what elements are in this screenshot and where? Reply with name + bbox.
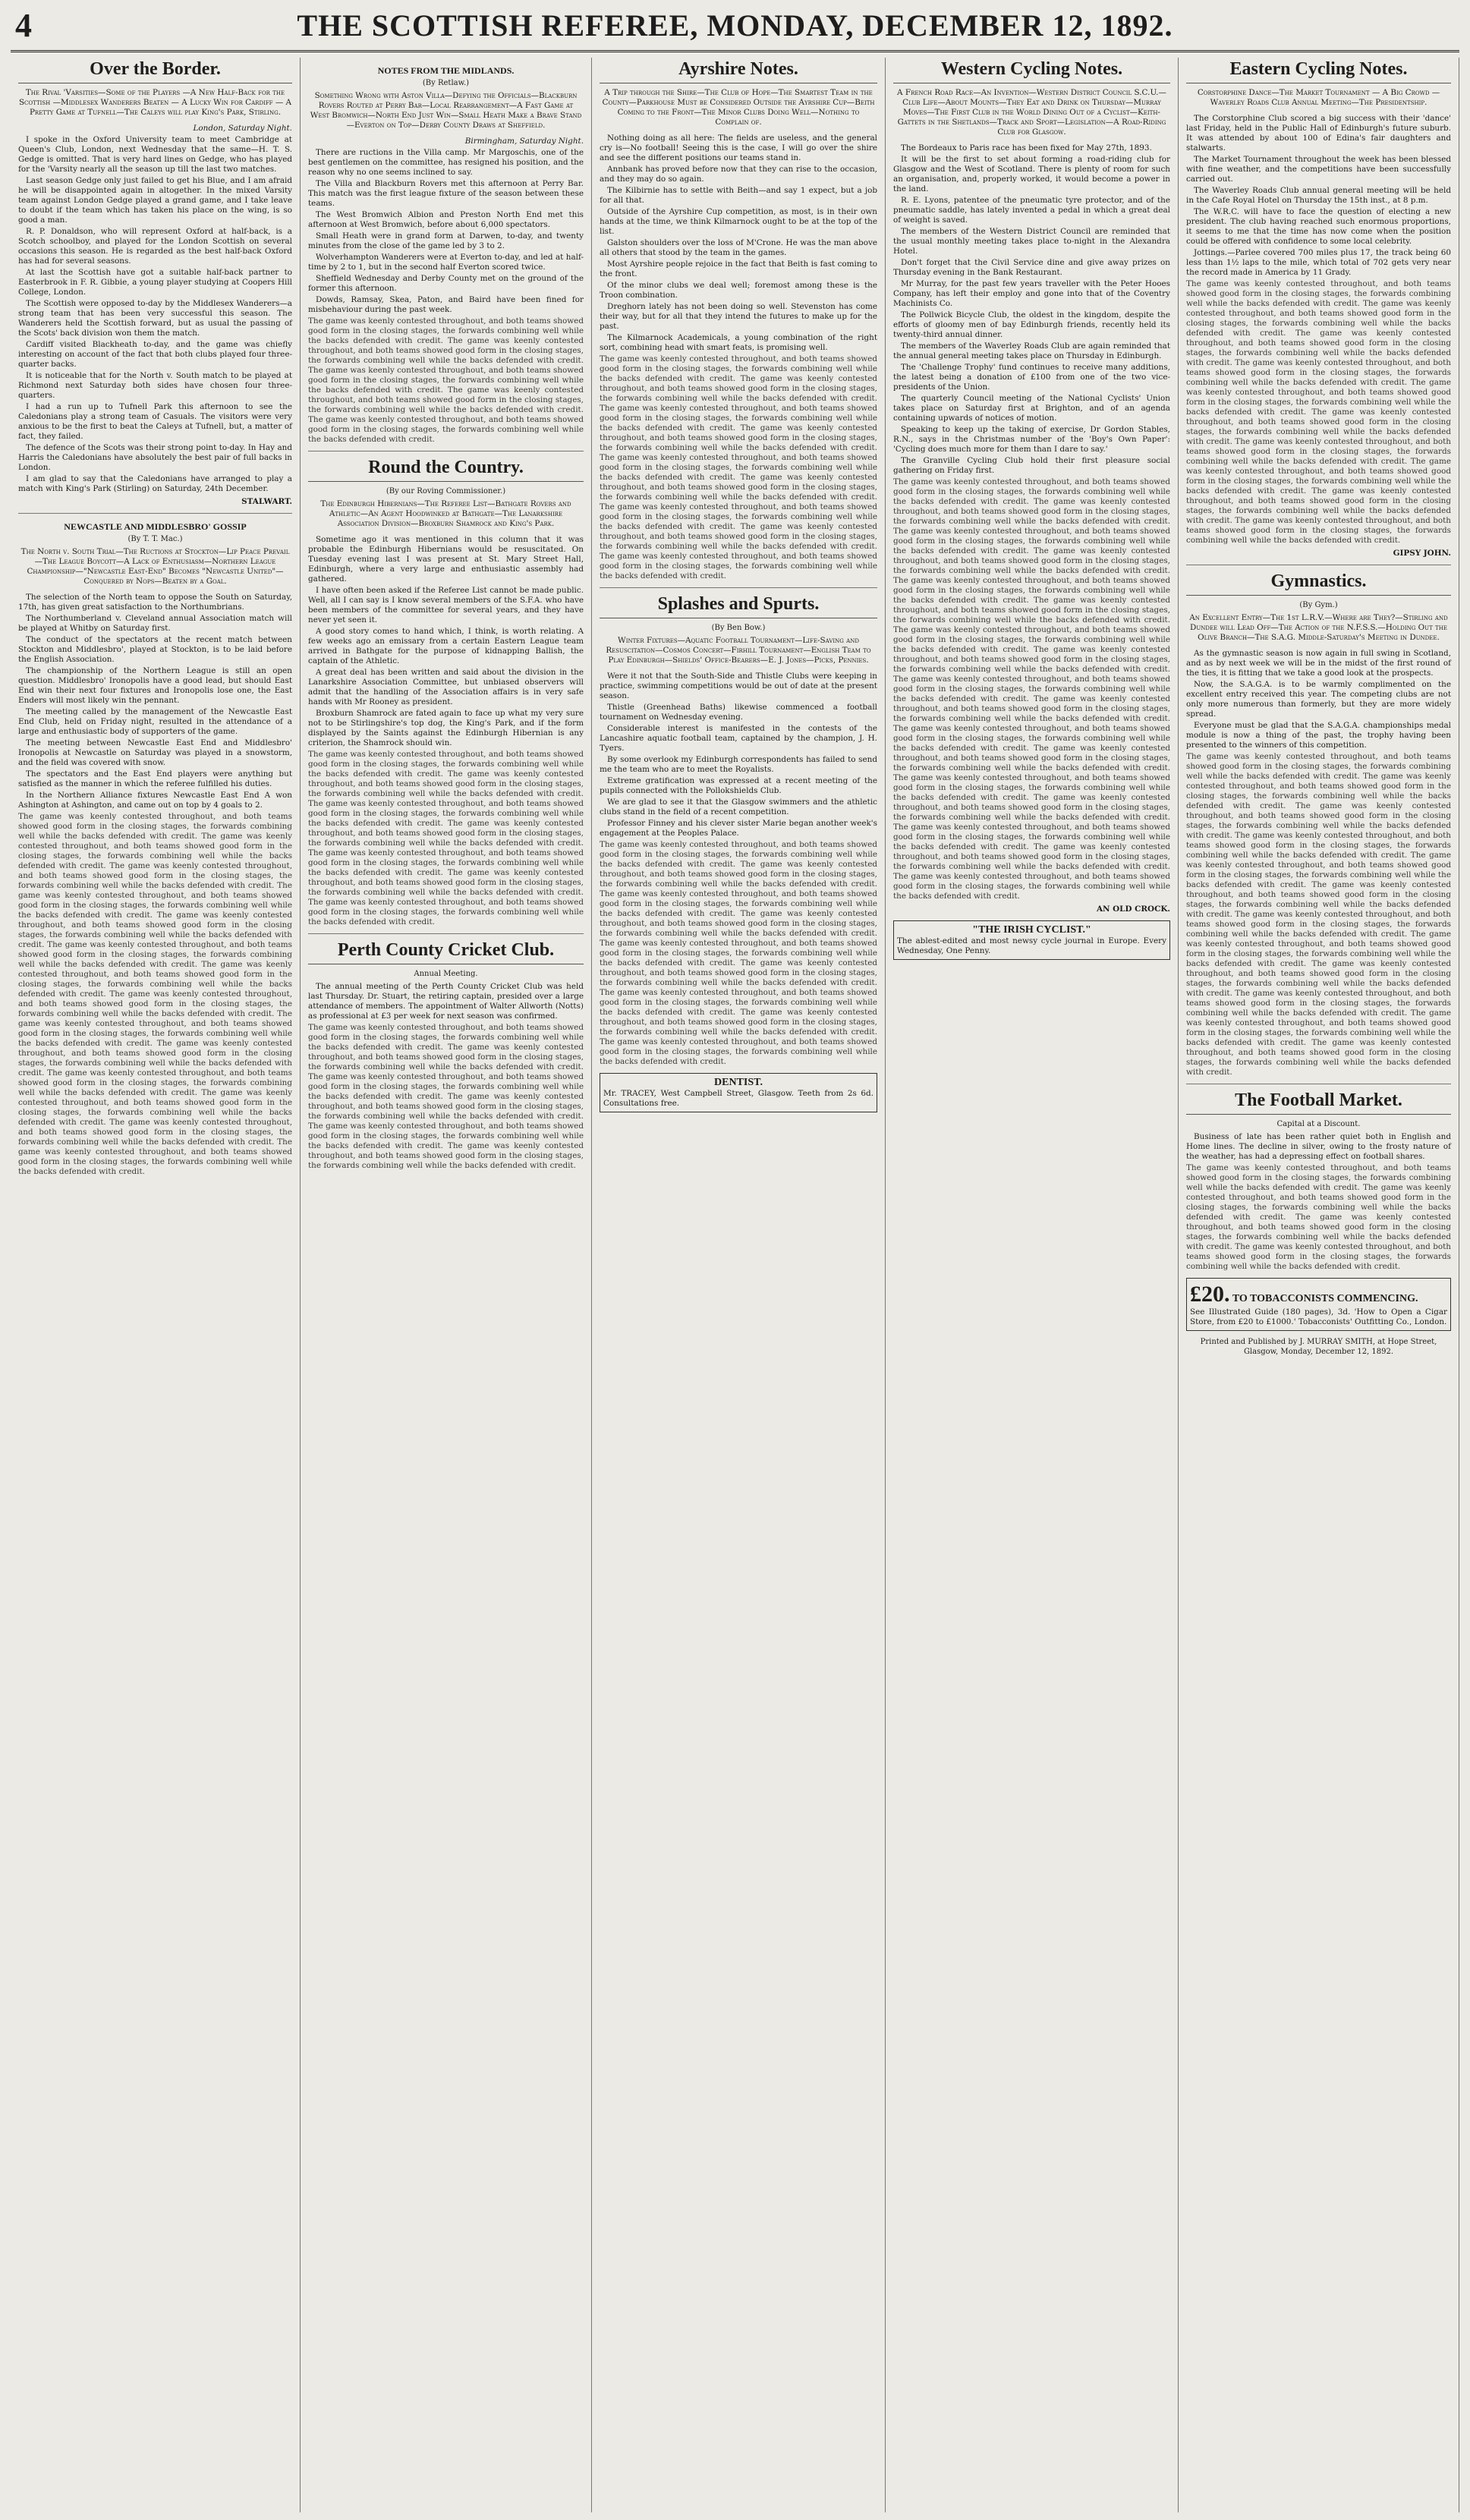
ad-heading: "THE IRISH CYCLIST." <box>972 924 1091 936</box>
paragraph: The Kilmarnock Academicals, a young combination of the right sort, combining head with smart feats, is promising well. <box>600 333 877 352</box>
column-western-cycling <box>886 58 1179 2512</box>
signature: STALWART. <box>241 497 292 506</box>
body-text: The game was keenly contested throughout, and both teams showed good form in the closing stages, the forwards combining well while the backs defended with credit. The game was keenly contested throughout, and both teams showed good form in the closing stages, the forwards combining well while the backs defended with credit. The game was keenly contested throughout, and both teams showed good form in the closing stages, the forwards combining well while the backs defended with credit. The game was keenly contested throughout, and both teams showed good form in the closing stages, the forwards combining well while the backs defended with credit. The game was keenly contested throughout, and both teams showed good form in the closing stages, the forwards combining well while the backs defended with credit. The game was keenly contested throughout, and both teams showed good form in the closing stages, the forwards combining well while the backs defended with credit. The game was keenly contested throughout, and both teams showed good form in the closing stages, the forwards combining well while the backs defended with credit. <box>308 750 584 927</box>
paragraph: The members of the Western District Council are reminded that the usual monthly meeting takes place to-night in the Alexandra Hotel. <box>893 227 1170 256</box>
dateline: London, Saturday Night. <box>193 124 292 133</box>
paragraph: Annbank has proved before now that they can rise to the occasion, and they may do so again. <box>600 165 877 184</box>
paragraph: The 'Challenge Trophy' fund continues to receive many additions, the latest being a donation of £100 from one of the two vice-presidents of the Union. <box>893 363 1170 392</box>
byline: (By our Roving Commissioner.) <box>386 487 506 496</box>
paragraph: Speaking to keep up the taking of exercise, Dr Gordon Stables, R.N., says in the Christmas number of the 'Boy's Own Paper': 'Cycling does much more for them than I dare to say.' <box>893 425 1170 454</box>
body-text: The game was keenly contested throughout, and both teams showed good form in the closing stages, the forwards combining well while the backs defended with credit. The game was keenly contested throughout, and both teams showed good form in the closing stages, the forwards combining well while the backs defended with credit. The game was keenly contested throughout, and both teams showed good form in the closing stages, the forwards combining well while the backs defended with credit. The game was keenly contested throughout, and both teams showed good form in the closing stages, the forwards combining well while the backs defended with credit. The game was keenly contested throughout, and both teams showed good form in the closing stages, the forwards combining well while the backs defended with credit. The game was keenly contested throughout, and both teams showed good form in the closing stages, the forwards combining well while the backs defended with credit. The game was keenly contested throughout, and both teams showed good form in the closing stages, the forwards combining well while the backs defended with credit. The game was keenly contested throughout, and both teams showed good form in the closing stages, the forwards combining well while the backs defended with credit. The game was keenly contested throughout, and both teams showed good form in the closing stages, the forwards combining well while the backs defended with credit. The game was keenly contested throughout, and both teams showed good form in the closing stages, the forwards combining well while the backs defended with credit. The game was keenly contested throughout, and both teams showed good form in the closing stages, the forwards combining well while the backs defended with credit. The game was keenly contested throughout, and both teams showed good form in the closing stages, the forwards combining well while the backs defended with credit. The game was keenly contested throughout, and both teams showed good form in the closing stages, the forwards combining well while the backs defended with credit. The game was keenly contested throughout, and both teams showed good form in the closing stages, the forwards combining well while the backs defended with credit. The game was keenly contested throughout, and both teams showed good form in the closing stages, the forwards combining well while the backs defended with credit. The game was keenly contested throughout, and both teams showed good form in the closing stages, the forwards combining well while the backs defended with credit. The game was keenly contested throughout, and both teams showed good form in the closing stages, the forwards combining well while the backs defended with credit. <box>893 477 1170 901</box>
irish-cyclist-advertisement <box>893 920 1170 960</box>
paragraph: It is noticeable that for the North v. South match to be played at Richmond next Saturday both sides have chosen four three-quarters. <box>18 371 292 400</box>
paragraph: Thistle (Greenhead Baths) likewise commenced a football tournament on Wednesday evening. <box>600 703 877 722</box>
paragraph: The meeting called by the management of the Newcastle East End Club, held on Friday night, resulted in the attendance of a large and enthusiastic body of supporters of the game. <box>18 707 292 736</box>
paragraph: There are ructions in the Villa camp. Mr Margoschis, one of the best gentlemen on the committee, has resigned his position, and the reason why no one seems inclined to say. <box>308 148 584 177</box>
printer-imprint: Printed and Published by J. MURRAY SMITH, at Hope Street, Glasgow, Monday, December 12, 1892. <box>1200 1338 1437 1356</box>
page-number: 4 <box>15 7 32 44</box>
article-heading: Ayrshire Notes. <box>600 59 877 83</box>
paragraph: The defence of the Scots was their strong point to-day. In Hay and Harris the Caledonians have absolutely the best pair of full backs in London. <box>18 443 292 472</box>
paragraph: The meeting between Newcastle East End and Middlesbro' Ironopolis at Newcastle on Saturday was played in a snowstorm, and the field was covered with snow. <box>18 738 292 767</box>
paragraph: The Waverley Roads Club annual general meeting will be held in the Cafe Royal Hotel on Thursday the 15th inst., at 8 p.m. <box>1186 186 1451 205</box>
paragraph: Broxburn Shamrock are fated again to face up what my very sure not to be Stirlingshire's top dog, the King's Park, and if the form displayed by the Saints against the Edinburgh Hibernian is any criterion, the Shamrock should win. <box>308 709 584 747</box>
paragraph: Wolverhampton Wanderers were at Everton to-day, and led at half-time by 2 to 1, but in the second half Everton scored twice. <box>308 253 584 272</box>
paragraph: Galston shoulders over the loss of M'Crone. He was the man above all others that stood by the team in the games. <box>600 238 877 257</box>
article-heading: Gymnastics. <box>1186 571 1451 596</box>
newspaper-title: THE SCOTTISH REFEREE, MONDAY, DECEMBER 12, 1892. <box>297 8 1173 42</box>
body-text: The game was keenly contested throughout, and both teams showed good form in the closing stages, the forwards combining well while the backs defended with credit. The game was keenly contested throughout, and both teams showed good form in the closing stages, the forwards combining well while the backs defended with credit. The game was keenly contested throughout, and both teams showed good form in the closing stages, the forwards combining well while the backs defended with credit. The game was keenly contested throughout, and both teams showed good form in the closing stages, the forwards combining well while the backs defended with credit. The game was keenly contested throughout, and both teams showed good form in the closing stages, the forwards combining well while the backs defended with credit. The game was keenly contested throughout, and both teams showed good form in the closing stages, the forwards combining well while the backs defended with credit. The game was keenly contested throughout, and both teams showed good form in the closing stages, the forwards combining well while the backs defended with credit. The game was keenly contested throughout, and both teams showed good form in the closing stages, the forwards combining well while the backs defended with credit. The game was keenly contested throughout, and both teams showed good form in the closing stages, the forwards combining well while the backs defended with credit. The game was keenly contested throughout, and both teams showed good form in the closing stages, the forwards combining well while the backs defended with credit. The game was keenly contested throughout, and both teams showed good form in the closing stages, the forwards combining well while the backs defended with credit. The game was keenly contested throughout, and both teams showed good form in the closing stages, the forwards combining well while the backs defended with credit. The game was keenly contested throughout, and both teams showed good form in the closing stages, the forwards combining well while the backs defended with credit. The game was keenly contested throughout, and both teams showed good form in the closing stages, the forwards combining well while the backs defended with credit. <box>18 812 292 1176</box>
article-deck: A French Road Race—An Invention—Western District Council S.C.U.—Club Life—About Mounts—They Eat and Drink on Thursday—Murray Moves—The First Club in the World Dining Out of a Cyclist—Keith-Gattets in the Shetlands—Track and Sport—Legislation—A Road-Riding Club for Glasgow. <box>897 88 1166 137</box>
paragraph: The W.R.C. will have to face the question of electing a new president. The club having reached such enormous proportions, it seems to me that the time has now come when the position could be offered with confidence to some local celebrity. <box>1186 207 1451 246</box>
divider <box>18 513 292 514</box>
subheading: Capital at a Discount. <box>1276 1120 1361 1128</box>
paragraph: Were it not that the South-Side and Thistle Clubs were keeping in practice, swimming competitions would be out of date at the present season. <box>600 672 877 700</box>
paragraph: By some overlook my Edinburgh correspondents has failed to send me the team who are to meet the Royalists. <box>600 755 877 774</box>
section-heading: NOTES FROM THE MIDLANDS. <box>377 65 515 76</box>
column-eastern-cycling <box>1179 58 1459 2512</box>
article-deck: The Rival 'Varsities—Some of the Players —A New Half-Back for the Scottish —Middlesex Wanderers Beaten — A Lucky Win for Cardiff — A Pretty Game at Tufnell—The Caleys will play King's Park, Stirling. <box>18 88 292 117</box>
paragraph: The annual meeting of the Perth County Cricket Club was held last Thursday. Dr. Stuart, the retiring captain, presided over a large attendance of members. The appointment of Walter Allworth (Notts) as professional at £3 per week for next season was confirmed. <box>308 982 584 1021</box>
masthead <box>11 6 1459 52</box>
column-over-the-border <box>11 58 301 2512</box>
byline: (By T. T. Mac.) <box>127 535 183 543</box>
section-heading: NEWCASTLE AND MIDDLESBRO' GOSSIP <box>64 521 247 532</box>
paragraph: The Villa and Blackburn Rovers met this afternoon at Perry Bar. This match was the first league fixture of the season between these teams. <box>308 179 584 208</box>
column-midlands-round-the-country <box>301 58 592 2512</box>
body-text: The game was keenly contested throughout, and both teams showed good form in the closing stages, the forwards combining well while the backs defended with credit. The game was keenly contested throughout, and both teams showed good form in the closing stages, the forwards combining well while the backs defended with credit. The game was keenly contested throughout, and both teams showed good form in the closing stages, the forwards combining well while the backs defended with credit. The game was keenly contested throughout, and both teams showed good form in the closing stages, the forwards combining well while the backs defended with credit. The game was keenly contested throughout, and both teams showed good form in the closing stages, the forwards combining well while the backs defended with credit. The game was keenly contested throughout, and both teams showed good form in the closing stages, the forwards combining well while the backs defended with credit. <box>308 1023 584 1170</box>
body-text: The game was keenly contested throughout, and both teams showed good form in the closing stages, the forwards combining well while the backs defended with credit. The game was keenly contested throughout, and both teams showed good form in the closing stages, the forwards combining well while the backs defended with credit. The game was keenly contested throughout, and both teams showed good form in the closing stages, the forwards combining well while the backs defended with credit. The game was keenly contested throughout, and both teams showed good form in the closing stages, the forwards combining well while the backs defended with credit. The game was keenly contested throughout, and both teams showed good form in the closing stages, the forwards combining well while the backs defended with credit. The game was keenly contested throughout, and both teams showed good form in the closing stages, the forwards combining well while the backs defended with credit. The game was keenly contested throughout, and both teams showed good form in the closing stages, the forwards combining well while the backs defended with credit. The game was keenly contested throughout, and both teams showed good form in the closing stages, the forwards combining well while the backs defended with credit. The game was keenly contested throughout, and both teams showed good form in the closing stages, the forwards combining well while the backs defended with credit. <box>600 354 877 580</box>
byline: (By Gym.) <box>1299 601 1338 609</box>
paragraph: The Corstorphine Club scored a big success with their 'dance' last Friday, held in the Public Hall of Edinburgh's future suburb. It was attended by about 100 of Edina's fair daughters and stalwarts. <box>1186 114 1451 153</box>
body-text: The game was keenly contested throughout, and both teams showed good form in the closing stages, the forwards combining well while the backs defended with credit. The game was keenly contested throughout, and both teams showed good form in the closing stages, the forwards combining well while the backs defended with credit. The game was keenly contested throughout, and both teams showed good form in the closing stages, the forwards combining well while the backs defended with credit. The game was keenly contested throughout, and both teams showed good form in the closing stages, the forwards combining well while the backs defended with credit. The game was keenly contested throughout, and both teams showed good form in the closing stages, the forwards combining well while the backs defended with credit. The game was keenly contested throughout, and both teams showed good form in the closing stages, the forwards combining well while the backs defended with credit. The game was keenly contested throughout, and both teams showed good form in the closing stages, the forwards combining well while the backs defended with credit. The game was keenly contested throughout, and both teams showed good form in the closing stages, the forwards combining well while the backs defended with credit. The game was keenly contested throughout, and both teams showed good form in the closing stages, the forwards combining well while the backs defended with credit. The game was keenly contested throughout, and both teams showed good form in the closing stages, the forwards combining well while the backs defended with credit. The game was keenly contested throughout, and both teams showed good form in the closing stages, the forwards combining well while the backs defended with credit. The game was keenly contested throughout, and both teams showed good form in the closing stages, the forwards combining well while the backs defended with credit. <box>1186 752 1451 1077</box>
paragraph: The Bordeaux to Paris race has been fixed for May 27th, 1893. <box>901 143 1152 153</box>
paragraph: As the gymnastic season is now again in full swing in Scotland, and as by next week we will be in the midst of the first round of the ties, it is fitting that we take a good look at the prospects. <box>1186 649 1451 678</box>
tobacconist-advertisement <box>1186 1278 1451 1331</box>
paragraph: The Scottish were opposed to-day by the Middlesex Wanderers—a strong team that has been very successful this season. The Wanderers held the Scottish forward, but as usual the passing of the Scots' back division won them the match. <box>18 299 292 338</box>
paragraph: We are glad to see it that the Glasgow swimmers and the athletic clubs stand in the field of a recent competition. <box>600 798 877 816</box>
paragraph: Mr Murray, for the past few years traveller with the Peter Hooes Company, has left their employ and gone into that of the Coventry Machinists Co. <box>893 279 1170 308</box>
paragraph: The Kilbirnie has to settle with Beith—and say 1 expect, but a job for all that. <box>600 186 877 205</box>
paragraph: Business of late has been rather quiet both in English and Home lines. The decline in silver, owing to the frosty nature of the weather, has had a depressing effect on football shares. <box>1186 1132 1451 1161</box>
article-heading: Western Cycling Notes. <box>893 59 1170 83</box>
article-deck: An Excellent Entry—The 1st L.R.V.—Where are They?—Stirling and Dundee will Lead Off—The Action of the N.F.S.S.—Holding Out the Olive Branch—The S.A.G. Middle-Saturday's Meeting in Dundee. <box>1189 613 1448 642</box>
paragraph: Most Ayrshire people rejoice in the fact that Beith is fast coming to the front. <box>600 260 877 278</box>
paragraph: Last season Gedge only just failed to get his Blue, and I am afraid he will be disappointed again in altogether. In the mixed Varsity team against London Gedge played a grand game, and I take leave to doubt if the team which has taken his place on the wing, is so good a man. <box>18 176 292 225</box>
article-deck: Winter Fixtures—Aquatic Football Tournament—Life-Saving and Resuscitation—Cosmos Concert—Firhill Tournament—English Team to Play Edinburgh—Shields' Office-Bearers—E. J. Jones—Picks, Pennies. <box>606 636 871 665</box>
signature: GIPSY JOHN. <box>1393 549 1451 558</box>
body-text: The game was keenly contested throughout, and both teams showed good form in the closing stages, the forwards combining well while the backs defended with credit. The game was keenly contested throughout, and both teams showed good form in the closing stages, the forwards combining well while the backs defended with credit. The game was keenly contested throughout, and both teams showed good form in the closing stages, the forwards combining well while the backs defended with credit. The game was keenly contested throughout, and both teams showed good form in the closing stages, the forwards combining well while the backs defended with credit. The game was keenly contested throughout, and both teams showed good form in the closing stages, the forwards combining well while the backs defended with credit. The game was keenly contested throughout, and both teams showed good form in the closing stages, the forwards combining well while the backs defended with credit. The game was keenly contested throughout, and both teams showed good form in the closing stages, the forwards combining well while the backs defended with credit. The game was keenly contested throughout, and both teams showed good form in the closing stages, the forwards combining well while the backs defended with credit. The game was keenly contested throughout, and both teams showed good form in the closing stages, the forwards combining well while the backs defended with credit. The game was keenly contested throughout, and both teams showed good form in the closing stages, the forwards combining well while the backs defended with credit. <box>1186 279 1451 545</box>
paragraph: Dreghorn lately has not been doing so well. Stevenston has come their way, but for all that they intend the futures to make up for the past. <box>600 302 877 331</box>
paragraph: The selection of the North team to oppose the South on Saturday, 17th, has given great satisfaction to the Northumbrians. <box>18 593 292 612</box>
paragraph: The conduct of the spectators at the recent match between Stockton and Middlesbro', played at Stockton, is to be laid before the English Association. <box>18 635 292 664</box>
paragraph: Outside of the Ayrshire Cup competition, as most, is in their own hands at the time, we think Kilmarnock ought to be at the top of the list. <box>600 207 877 236</box>
paragraph: Extreme gratification was expressed at a recent meeting of the pupils connected with the Pollokshields Club. <box>600 776 877 795</box>
byline: (By Retlaw.) <box>422 79 470 87</box>
ad-price: £20. <box>1190 1282 1230 1307</box>
paragraph: A good story comes to hand which, I think, is worth relating. A few weeks ago an emissary from a certain Eastern League team arrived in Bathgate for the purpose of kidnapping Ballish, the captain of the Athletic. <box>308 627 584 665</box>
paragraph: Don't forget that the Civil Service dine and give away prizes on Thursday evening in the Bank Restaurant. <box>893 258 1170 277</box>
paragraph: It will be the first to set about forming a road-riding club for Glasgow and the West of Scotland. There is plenty of room for such an organisation, and, properly worked, it would become a power in the land. <box>893 155 1170 193</box>
paragraph: Sometime ago it was mentioned in this column that it was probable the Edinburgh Hibernians would be resuscitated. On Tuesday evening last I was present at St. Mary Street Hall, Edinburgh, where a very large and enthusiastic assembly had gathered. <box>308 535 584 584</box>
ad-text: See Illustrated Guide (180 pages), 3d. 'How to Open a Cigar Store, from £20 to £1000.' Tobacconists' Outfitting Co., London. <box>1190 1307 1447 1326</box>
paragraph: The Market Tournament throughout the week has been blessed with fine weather, and the competitions have been successfully carried out. <box>1186 155 1451 184</box>
body-text: The game was keenly contested throughout, and both teams showed good form in the closing stages, the forwards combining well while the backs defended with credit. The game was keenly contested throughout, and both teams showed good form in the closing stages, the forwards combining well while the backs defended with credit. The game was keenly contested throughout, and both teams showed good form in the closing stages, the forwards combining well while the backs defended with credit. The game was keenly contested throughout, and both teams showed good form in the closing stages, the forwards combining well while the backs defended with credit. <box>1186 1163 1451 1271</box>
article-deck: A Trip through the Shire—The Club of Hope—The Smartest Team in the County—Parkhouse Must be Considered Outside the Ayrshire Cup—Beith Coming to the Front—The Minor Clubs Doing Well—Nothing to Complain of. <box>602 88 875 127</box>
paragraph: In the Northern Alliance fixtures Newcastle East End A won Ashington at Ashington, and came out on top by 4 goals to 2. <box>18 791 292 810</box>
subheading: Annual Meeting. <box>414 970 478 978</box>
article-heading: The Football Market. <box>1186 1090 1451 1115</box>
ad-heading: DENTIST. <box>714 1077 763 1088</box>
paragraph: I am glad to say that the Caledonians have arranged to play a match with King's Park (Stirling) on Saturday, 24th December. <box>18 474 292 493</box>
ad-text: The ablest-edited and most newsy cycle journal in Europe. Every Wednesday, One Penny. <box>897 936 1166 955</box>
article-deck: Something Wrong with Aston Villa—Defying the Officials—Blackburn Rovers Routed at Perry Bar—Local Rearrangement—A Fast Game at West Bromwich—North End Just Win—Small Heath Make a Brave Stand—Everton on Top—Derby County Draws at Sheffield. <box>310 91 582 130</box>
paragraph: The Granville Cycling Club hold their first pleasure social gathering on Friday first. <box>893 456 1170 475</box>
paragraph: Everyone must be glad that the S.A.G.A. championships medal module is now a thing of the past, the trophy having been presented to the winners of this competition. <box>1186 721 1451 750</box>
paragraph: At last the Scottish have got a suitable half-back partner to Easterbrook in F. R. Gibbie, a young player studying at Coopers Hill College, London. <box>18 268 292 297</box>
article-heading: Eastern Cycling Notes. <box>1186 59 1451 83</box>
paragraph: I spoke in the Oxford University team to meet Cambridge at Queen's Club, London, next Wednesday that the same—H. T. S. Gedge is omitted. That is very hard lines on Gedge, who has played for the 'Varsity nearly all the season up till the last two matches. <box>18 135 292 174</box>
paragraph: The championship of the Northern League is still an open question. Middlesbro' Ironopolis have a good lead, but should East End win their next four fixtures and Ironopolis lose one, the East Enders will most likely win the pennant. <box>18 666 292 705</box>
article-deck: Corstorphine Dance—The Market Tournament — A Big Crowd — Waverley Roads Club Annual Meeting—The Presidentship. <box>1197 88 1440 107</box>
article-heading: Round the Country. <box>308 458 584 482</box>
paragraph: Jottings.—Parlee covered 700 miles plus 17, the track being 60 less than 1½ laps to the mile, which total of 702 gets very near the record made in America by 11 Grady. <box>1186 248 1451 277</box>
paragraph: Of the minor clubs we deal well; foremost among these is the Troon combination. <box>600 281 877 300</box>
article-heading: Splashes and Spurts. <box>600 594 877 618</box>
paragraph: Cardiff visited Blackheath to-day, and the game was chiefly interesting on account of the fact that both clubs played four three-quarter backs. <box>18 340 292 369</box>
paragraph: The Pollwick Bicycle Club, the oldest in the kingdom, despite the efforts of gloomy men of bay Edinburgh friends, recently held its twenty-third annual dinner. <box>893 310 1170 339</box>
signature: AN OLD CROCK. <box>1096 904 1170 914</box>
paragraph: A great deal has been written and said about the division in the Lanarkshire Association Committee, but unbiased observers will admit that the handling of the Association affairs is in very safe hands with Mr Rooney as president. <box>308 668 584 706</box>
paragraph: Dowds, Ramsay, Skea, Paton, and Baird have been fined for misbehaviour during the past week. <box>308 295 584 314</box>
paragraph: Considerable interest is manifested in the contests of the Lancashire aquatic football team, captained by the champion, J. H. Tyers. <box>600 724 877 753</box>
ad-text: Mr. TRACEY, West Campbell Street, Glasgow. Teeth from 2s 6d. Consultations free. <box>603 1089 874 1108</box>
column-ayrshire-splashes <box>592 58 886 2512</box>
paragraph: Nothing doing as all here: The fields are useless, and the general cry is—No football! Seeing this is the case, I will go over the shire and see the different positions our teams stand in. <box>600 134 877 162</box>
ad-heading: TO TOBACCONISTS COMMENCING. <box>1232 1293 1418 1304</box>
body-text: The game was keenly contested throughout, and both teams showed good form in the closing stages, the forwards combining well while the backs defended with credit. The game was keenly contested throughout, and both teams showed good form in the closing stages, the forwards combining well while the backs defended with credit. The game was keenly contested throughout, and both teams showed good form in the closing stages, the forwards combining well while the backs defended with credit. The game was keenly contested throughout, and both teams showed good form in the closing stages, the forwards combining well while the backs defended with credit. The game was keenly contested throughout, and both teams showed good form in the closing stages, the forwards combining well while the backs defended with credit. <box>308 316 584 444</box>
paragraph: R. E. Lyons, patentee of the pneumatic tyre protector, and of the pneumatic saddle, has lately invented a pedal in which a great deal of weight is saved. <box>893 196 1170 225</box>
dentist-advertisement <box>600 1073 877 1112</box>
paragraph: Professor Finney and his clever sister Marie began another week's engagement at the Peoples Palace. <box>600 819 877 838</box>
paragraph: R. P. Donaldson, who will represent Oxford at half-back, is a Scotch schoolboy, and played for the London Scottish on several occasions this season. He is regarded as the best half-back Oxford has had for several seasons. <box>18 227 292 266</box>
article-heading: Perth County Cricket Club. <box>308 940 584 964</box>
divider <box>600 587 877 588</box>
paragraph: I have often been asked if the Referee List cannot be made public. Well, all I can say is I know several members of the S.F.A. who have been members of the committee for several years, and they have never yet seen it. <box>308 586 584 624</box>
paragraph: The West Bromwich Albion and Preston North End met this afternoon at West Bromwich, before about 6,000 spectators. <box>308 210 584 229</box>
paragraph: Sheffield Wednesday and Derby County met on the ground of the former this afternoon. <box>308 274 584 293</box>
dateline: Birmingham, Saturday Night. <box>464 137 584 146</box>
article-deck: The North v. South Trial—The Ructions at Stockton—Lip Peace Prevail—The League Boycott—A Lack of Enthusiasm—Northern League Championship—"Newcastle East-End" Becomes "Newcastle United"—Conquered by Nops—Beaten by a Goal. <box>20 547 290 586</box>
body-text: The game was keenly contested throughout, and both teams showed good form in the closing stages, the forwards combining well while the backs defended with credit. The game was keenly contested throughout, and both teams showed good form in the closing stages, the forwards combining well while the backs defended with credit. The game was keenly contested throughout, and both teams showed good form in the closing stages, the forwards combining well while the backs defended with credit. The game was keenly contested throughout, and both teams showed good form in the closing stages, the forwards combining well while the backs defended with credit. The game was keenly contested throughout, and both teams showed good form in the closing stages, the forwards combining well while the backs defended with credit. The game was keenly contested throughout, and both teams showed good form in the closing stages, the forwards combining well while the backs defended with credit. The game was keenly contested throughout, and both teams showed good form in the closing stages, the forwards combining well while the backs defended with credit. The game was keenly contested throughout, and both teams showed good form in the closing stages, the forwards combining well while the backs defended with credit. The game was keenly contested throughout, and both teams showed good form in the closing stages, the forwards combining well while the backs defended with credit. <box>600 840 877 1066</box>
paragraph: Small Heath were in grand form at Darwen, to-day, and twenty minutes from the close of the game led by 3 to 2. <box>308 231 584 250</box>
article-heading: Over the Border. <box>18 59 292 83</box>
divider <box>308 933 584 934</box>
paragraph: The Northumberland v. Cleveland annual Association match will be played at Whitby on Saturday first. <box>18 614 292 633</box>
article-deck: The Edinburgh Hibernians—The Referee List—Bathgate Rovers and Athletic—An Agent Hoodwinked at Bathgate—The Lanarkshire Association Division—Broxburn Shamrock and King's Park. <box>320 499 571 528</box>
paragraph: The quarterly Council meeting of the National Cyclists' Union takes place on Saturday first at Brighton, and of an agenda containing upwards of notices of motion. <box>893 394 1170 423</box>
paragraph: The members of the Waverley Roads Club are again reminded that the annual general meeting takes place on Thursday in Edinburgh. <box>893 341 1170 360</box>
paragraph: I had a run up to Tufnell Park this afternoon to see the Caledonians play a strong team of Casuals. The visitors were very anxious to be the first to beat the Caleys at Tufnell, but, a matter of fact, they failed. <box>18 402 292 441</box>
byline: (By Ben Bow.) <box>711 624 766 632</box>
paragraph: Now, the S.A.G.A. is to be warmly complimented on the excellent entry received this year. The competing clubs are not only more numerous than formerly, but they are more widely spread. <box>1186 680 1451 719</box>
paragraph: The spectators and the East End players were anything but satisfied as the manner in which the referee fulfilled his duties. <box>18 769 292 788</box>
